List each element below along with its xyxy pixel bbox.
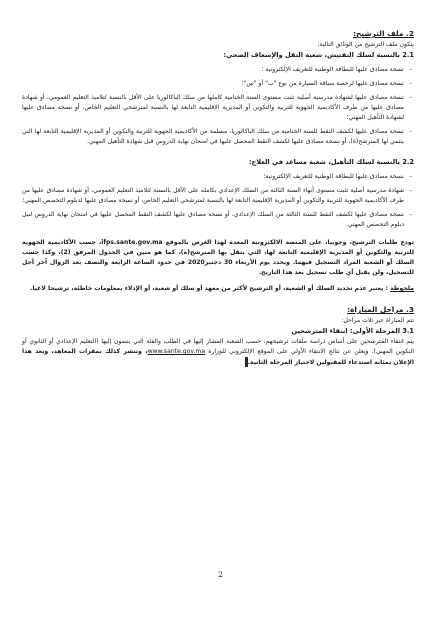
page-number: 2 bbox=[218, 570, 223, 579]
document-page bbox=[22, 28, 414, 368]
selection-text-b: ، وتنشر كذلك بمقرات المعاهد، ويعد هذا الإعلان بمثابة استدعاء للمقبولين لاجتياز المرحلة الثانية. bbox=[22, 348, 414, 366]
note-paragraph bbox=[22, 284, 414, 294]
platform-link[interactable]: ifps.sante.gov.ma bbox=[101, 239, 163, 246]
list-item: - نسخة مصادق عليها للبطاقة الوطنية للتعريف الإلكترونية ؛ bbox=[22, 65, 414, 75]
deposit-text-b: ، حسب الأكاديمية الجهوية للتربية والتكوين أو المديرية الإقليمية التابعة لها، التي ينقل بها المترشح(ة)، كما هو مبين في الجدول المرفق (2)، وكذا حسب السلك أو الشعبة المراد التسجيل فيهما. ويحدد يوم الأربعاء 30 دجنبر2020 في حدود الساعة الرابعة والنصف بعد الزوال آخر أجل للتسجيل، ولن يقبل أي طلب تسجيل بعد هذا التاريخ. bbox=[22, 239, 414, 276]
selection-text-a: يتم انتقاء المترشحين على أساس دراسة ملفات ترشيحهم، حسب الشعبة المشار إليها في الطلب والفئة التي ينتمون إليها (التعليم الإعدادي أو الثانوي أو التكوين المهني). ويعلن عن نتائج الانتقاء الأولي على الموقع الإلكتروني للوزارة bbox=[22, 338, 415, 355]
subsection-2-2-title: 2.2 بالنسبة لسلك التأهيل، شعبة مساعد في العلاج: bbox=[248, 158, 414, 166]
list-item: - نسخة مصادق عليها لرخصة سياقة السيارة من نوع "ب" أو "س"؛ bbox=[22, 79, 414, 89]
deposit-paragraph bbox=[22, 238, 414, 278]
list-item: - نسخة مصادق عليها لكشف النقط للسنة الثالثة من السلك الإعدادي، أو نسخة مصادق عليها لكشف النقط المحصل عليها في امتحان نهاية الدروس لنيل دبلوم التخصص المهني. bbox=[22, 210, 414, 230]
note-text: : يعتبر عدم تحديد السلك أو الشعبة، أو الترشيح لأكثر من معهد أو سلك أو شعبة، أو الإدلاء بمعلومات خاطئة، ترشيحا لاغيا. bbox=[30, 285, 391, 292]
section-3-intro: تتم المباراة عبر ثلاث مراحل: bbox=[341, 317, 414, 324]
section-3-heading: 3. مراحل المباراة: bbox=[347, 305, 414, 314]
deposit-text-a: تودع طلبات الترشيح، وجوبيا، على المنصة الالكترونية المعدة لهذا الغرض بالموقع bbox=[165, 239, 414, 246]
section-2-heading: 2. ملف الترشيح: bbox=[353, 29, 414, 38]
list-item: - نسخة مصادق عليها لكشف النقط للسنة الختامية من سلك الباكالوريا، مسلمة من الأكاديمية الجهوية للتربية والتكوين أو المديرية الإقليمية التابعة لها التي ينتمي لها المترشح(ة)، أو نسخة مصادق عليها لكشف النقط المحصل عليها في امتحان نهاية الدروس قبل شهادة التأهيل المهني. bbox=[22, 127, 414, 147]
list-item: - شهادة مدرسية أصلية تثبت مستوى أنهاء السنة الثالثة من السلك الإعدادي بكامله على الأقل بالنسبة لتلاميذ التعليم العمومي، أو شهادة مصادق عليها من طرف الأكاديمية الجهوية للتربية والتكوين أو المديرية الإقليمية التابعة لها بالنسبة لمترشحي التعليم الخاص، أو نسخة مصادق عليها لدبلوم التخصص المهني؛ bbox=[22, 186, 414, 206]
section-2-intro: يتكون ملف الترشيح من الوثائق التالية: bbox=[317, 41, 414, 48]
list-item: - نسخة مصادق عليها لشهادة مدرسية أصلية تثبت مستوى السنة الختامية كاملها من سلك الباكالوريا على الأقل بالنسبة لتلاميذ التعليم العمومي، أو شهادة مصادق عليها من طرف الأكاديمية الجهوية للتربية والتكوين أو المديرية الإقليمية التابعة لها بالنسبة لمترشحي التعليم الخاص، أو نسخة مصادق عليها لشهادة التأهيل المهني؛ bbox=[22, 93, 414, 123]
subsection-2-1-title: 2.1 بالنسبة لسلك التفتيش، شعبة التقل والإسعاف الصحي: bbox=[223, 51, 414, 59]
note-label: ملحوظة bbox=[390, 285, 414, 292]
selection-paragraph bbox=[22, 337, 414, 368]
ministry-link[interactable]: www.sante.gov.ma bbox=[147, 348, 206, 355]
subsection-3-1-title: 3.1 المرحلة الأولى: انتقاء المترشحين bbox=[291, 327, 414, 335]
list-item: - نسخة مصادق عليها للبطاقة الوطنية للتعريف الإلكترونية؛ bbox=[22, 172, 414, 182]
